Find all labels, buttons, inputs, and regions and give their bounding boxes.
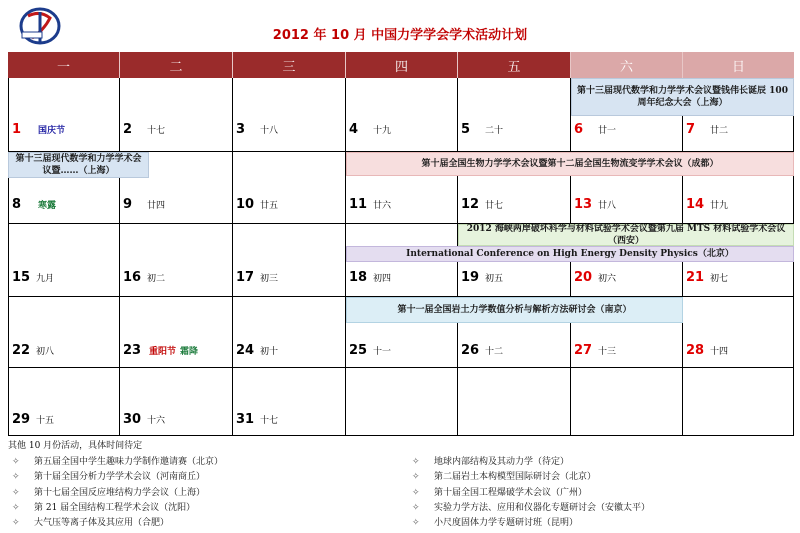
lunar-date: 廿二: [710, 126, 729, 136]
other-activity-text: 第十届全国工程爆破学术会议（广州）: [434, 488, 588, 498]
day-number: 15: [12, 270, 31, 285]
day-number: 9: [123, 197, 133, 212]
lunar-date: 十九: [373, 126, 392, 136]
other-activity-item: [12, 469, 205, 482]
day-number: 12: [461, 197, 480, 212]
day-label: [686, 197, 728, 212]
day-number: 10: [236, 197, 255, 212]
day-label: [574, 343, 616, 358]
day-number: 23: [123, 343, 142, 358]
day-cell: [346, 78, 458, 152]
day-number: 16: [123, 270, 142, 285]
day-cell: [8, 297, 120, 368]
bullet-icon: ✧: [12, 472, 20, 482]
weekday-header-wed: 三: [233, 52, 346, 78]
weekday-header-sat: 六: [571, 52, 683, 78]
day-label: [12, 122, 65, 137]
day-number: 20: [574, 270, 593, 285]
day-cell: [233, 224, 346, 297]
event-bar: 2012 海峡两岸破坏科学与材料试验学术会议暨第九届 MTS 材料试验学术会议（西安）: [458, 224, 794, 246]
other-activity-item: [412, 469, 596, 482]
day-label: [236, 197, 278, 212]
bullet-icon: ✧: [12, 503, 20, 513]
other-activity-item: [412, 454, 569, 467]
event-bar: 第十三届现代数学和力学学术会议暨钱伟长诞辰 100 周年纪念大会（上海）: [571, 78, 794, 116]
day-label: [12, 343, 54, 358]
festival-label: 重阳节: [149, 347, 177, 357]
day-label: [461, 197, 503, 212]
festival-label: 国庆节: [38, 126, 66, 136]
day-cell: [120, 368, 233, 436]
day-cell: [571, 368, 683, 436]
other-activity-item: [12, 485, 205, 498]
other-activity-text: 第二届岩土本构模型国际研讨会（北京）: [434, 472, 597, 482]
day-label: [12, 197, 56, 212]
day-number: 18: [349, 270, 368, 285]
day-number: 5: [461, 122, 471, 137]
day-label: [461, 270, 503, 285]
day-cell: [458, 78, 571, 152]
other-activity-text: 地球内部结构及其动力学（待定）: [434, 457, 570, 467]
lunar-date: 十七: [260, 416, 279, 426]
weekday-header-thu: 四: [346, 52, 458, 78]
event-bar: 第十三届现代数学和力学学术会议暨……（上海）: [8, 152, 149, 178]
day-cell: [8, 368, 120, 436]
other-activity-text: 小尺度固体力学专题研讨班（昆明）: [434, 518, 579, 528]
day-label: [236, 122, 278, 137]
day-cell: [233, 297, 346, 368]
lunar-date: 初五: [485, 274, 504, 284]
day-cell: [8, 224, 120, 297]
weekday-header-mon: 一: [8, 52, 120, 78]
day-cell: [120, 297, 233, 368]
day-number: 1: [12, 122, 22, 137]
bullet-icon: ✧: [412, 488, 420, 498]
day-label: [12, 412, 54, 427]
day-number: 2: [123, 122, 133, 137]
day-number: 4: [349, 122, 359, 137]
weekday-header-fri: 五: [458, 52, 571, 78]
day-number: 7: [686, 122, 696, 137]
lunar-date: 十八: [260, 126, 279, 136]
lunar-date: 二十: [485, 126, 504, 136]
lunar-date: 十五: [36, 416, 55, 426]
day-label: [686, 270, 728, 285]
day-cell: [120, 224, 233, 297]
day-cell: [233, 368, 346, 436]
day-label: [123, 412, 165, 427]
lunar-date: 初七: [710, 274, 729, 284]
day-cell: [346, 368, 458, 436]
day-label: [123, 270, 165, 285]
day-cell: [683, 368, 794, 436]
other-activity-item: [412, 500, 650, 513]
day-number: 25: [349, 343, 368, 358]
festival-label: 霜降: [180, 347, 199, 357]
day-number: 8: [12, 197, 22, 212]
day-label: [236, 270, 278, 285]
day-label: [461, 343, 503, 358]
other-activity-item: [12, 515, 169, 528]
day-number: 26: [461, 343, 480, 358]
lunar-date: 廿五: [260, 201, 279, 211]
day-label: [349, 122, 391, 137]
day-label: [236, 343, 278, 358]
other-activity-text: 第十届全国分析力学学术会议（河南商丘）: [34, 472, 206, 482]
lunar-date: 初十: [260, 347, 279, 357]
day-label: [123, 122, 165, 137]
day-number: 19: [461, 270, 480, 285]
page-title: 2012 年 10 月 中国力学学会学术活动计划: [272, 28, 528, 43]
lunar-date: 十二: [485, 347, 504, 357]
lunar-date: 十四: [710, 347, 729, 357]
day-number: 14: [686, 197, 705, 212]
day-number: 30: [123, 412, 142, 427]
day-cell: [458, 368, 571, 436]
day-cell: [8, 78, 120, 152]
day-cell: [120, 78, 233, 152]
bullet-icon: ✧: [12, 457, 20, 467]
day-label: [461, 122, 503, 137]
day-number: 17: [236, 270, 255, 285]
day-label: [236, 412, 278, 427]
day-number: 6: [574, 122, 584, 137]
lunar-date: 廿八: [598, 201, 617, 211]
lunar-date: 九月: [36, 274, 55, 284]
day-label: [686, 122, 728, 137]
lunar-date: 初四: [373, 274, 392, 284]
day-number: 28: [686, 343, 705, 358]
day-label: [349, 197, 391, 212]
lunar-date: 廿一: [598, 126, 617, 136]
bullet-icon: ✧: [12, 518, 20, 528]
lunar-date: 十三: [598, 347, 617, 357]
other-activity-text: 大气压等离子体及其应用（合肥）: [34, 518, 170, 528]
bullet-icon: ✧: [412, 518, 420, 528]
other-activity-text: 实验力学方法、应用和仪器化专题研讨会（安徽太平）: [434, 503, 651, 513]
day-number: 3: [236, 122, 246, 137]
day-number: 31: [236, 412, 255, 427]
day-number: 21: [686, 270, 705, 285]
lunar-date: 廿六: [373, 201, 392, 211]
day-label: [574, 197, 616, 212]
day-number: 22: [12, 343, 31, 358]
lunar-date: 初三: [260, 274, 279, 284]
other-activity-text: 第 21 届全国结构工程学术会议（沈阳）: [34, 503, 196, 513]
others-heading: 其他 10 月份活动，具体时间待定: [8, 441, 143, 451]
bullet-icon: ✧: [412, 457, 420, 467]
other-activity-item: [412, 485, 587, 498]
day-label: [123, 343, 198, 358]
weekday-header-sun: 日: [683, 52, 794, 78]
day-label: [12, 270, 54, 285]
lunar-date: 十一: [373, 347, 392, 357]
day-cell: [683, 297, 794, 368]
other-activity-item: [12, 500, 195, 513]
calendar-grid: [8, 52, 794, 436]
day-label: [349, 343, 391, 358]
lunar-date: 廿九: [710, 201, 729, 211]
lunar-date: 十六: [147, 416, 166, 426]
other-activity-text: 第十七届全国反应堆结构力学会议（上海）: [34, 488, 206, 498]
other-activity-item: [412, 515, 578, 528]
day-number: 11: [349, 197, 368, 212]
weekday-header-tue: 二: [120, 52, 233, 78]
lunar-date: 初六: [598, 274, 617, 284]
event-bar: International Conference on High Energy Density Physics（北京）: [346, 246, 794, 262]
day-number: 29: [12, 412, 31, 427]
other-activity-item: [12, 454, 223, 467]
other-activity-text: 第五届全国中学生趣味力学制作邀请赛（北京）: [34, 457, 224, 467]
day-cell: [233, 78, 346, 152]
lunar-date: 廿四: [147, 201, 166, 211]
lunar-date: 廿七: [485, 201, 504, 211]
bullet-icon: ✧: [12, 488, 20, 498]
day-label: [686, 343, 728, 358]
day-cell: [233, 152, 346, 224]
day-label: [123, 197, 165, 212]
festival-label: 寒露: [38, 201, 57, 211]
day-label: [349, 270, 391, 285]
event-bar: 第十届全国生物力学学术会议暨第十二届全国生物流变学学术会议（成都）: [346, 152, 794, 176]
day-number: 13: [574, 197, 593, 212]
day-label: [574, 270, 616, 285]
day-label: [574, 122, 616, 137]
day-number: 27: [574, 343, 593, 358]
bullet-icon: ✧: [412, 503, 420, 513]
bullet-icon: ✧: [412, 472, 420, 482]
lunar-date: 初八: [36, 347, 55, 357]
day-number: 24: [236, 343, 255, 358]
lunar-date: 十七: [147, 126, 166, 136]
event-bar: 第十一届全国岩土力学数值分析与解析方法研讨会（南京）: [346, 297, 683, 323]
lunar-date: 初二: [147, 274, 166, 284]
